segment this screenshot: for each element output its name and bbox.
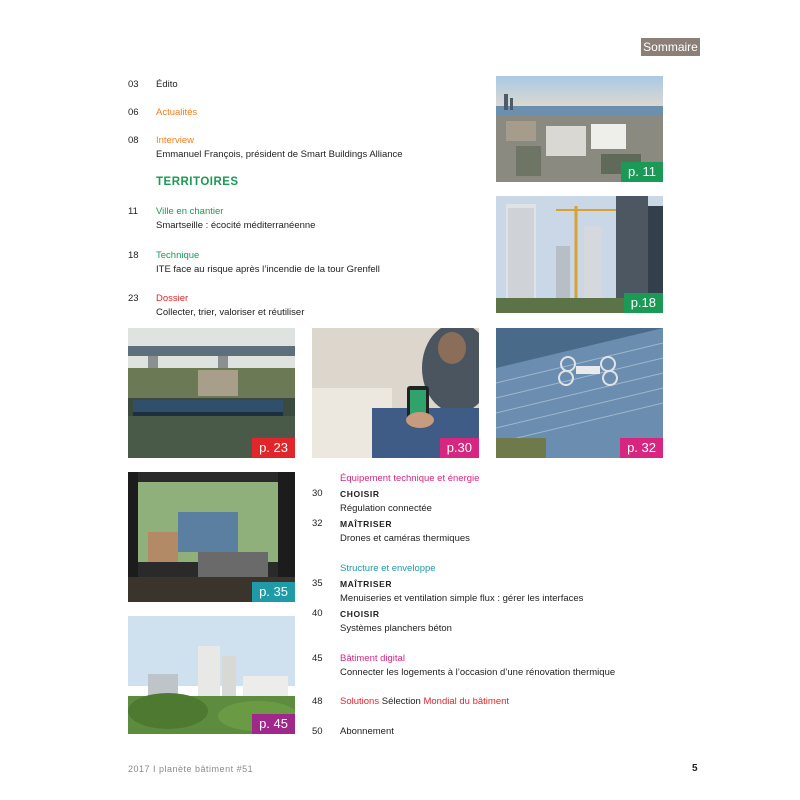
tower-crane-photo[interactable] <box>496 196 663 313</box>
entry-title: Ville en chantier <box>156 206 224 217</box>
page-label: p.18 <box>624 293 663 313</box>
entry-text: Drones et caméras thermiques <box>340 533 470 544</box>
page-number: 32 <box>312 518 323 529</box>
page-label: p. 32 <box>620 438 663 458</box>
section-title-equipement[interactable]: Équipement technique et énergie <box>340 473 480 484</box>
entry-title: Technique <box>156 250 200 261</box>
entry-title: Actualités <box>156 107 198 118</box>
page-label: p. 45 <box>252 714 295 734</box>
entry-text: Systèmes planchers béton <box>340 623 452 634</box>
page-number: 35 <box>312 578 323 589</box>
section-badge: Sommaire <box>641 38 700 56</box>
selection-label: Sélection <box>379 696 424 707</box>
section-title-structure[interactable]: Structure et enveloppe <box>340 563 436 574</box>
entry-subtitle: Collecter, trier, valoriser et réutiliser <box>156 307 305 318</box>
entry-subtitle: Emmanuel François, président de Smart Buildings Alliance <box>156 149 403 160</box>
entry-text: Menuiseries et ventilation simple flux : gérer les interfaces <box>340 593 584 604</box>
keyword: CHOISIR <box>340 609 380 619</box>
entry-subtitle: ITE face au risque après l’incendie de la tour Grenfell <box>156 264 380 275</box>
page-label: p.30 <box>440 438 479 458</box>
aerial-city-photo[interactable] <box>496 76 663 182</box>
entry-title: Dossier <box>156 293 189 304</box>
page-number: 23 <box>128 293 139 304</box>
entry-title: Édito <box>156 79 178 90</box>
page-number: 08 <box>128 135 139 146</box>
living-room-photo[interactable] <box>128 472 295 602</box>
page-number: 03 <box>128 79 139 90</box>
page-number: 18 <box>128 250 139 261</box>
page-number: 06 <box>128 107 139 118</box>
footer-publication: 2017 I planète bâtiment #51 <box>128 764 254 774</box>
page-number: 50 <box>312 726 323 737</box>
residential-buildings-photo[interactable] <box>128 616 295 734</box>
keyword: CHOISIR <box>340 489 380 499</box>
entry-text: Abonnement <box>340 726 394 737</box>
page-number: 30 <box>312 488 323 499</box>
canal-barge-photo[interactable] <box>128 328 295 458</box>
page-label: p. 23 <box>252 438 295 458</box>
entry-text: Régulation connectée <box>340 503 432 514</box>
keyword: MAÎTRISER <box>340 579 393 589</box>
entry-subtitle: Smartseille : écocité méditerranéenne <box>156 220 316 231</box>
section-title-digital: Bâtiment digital <box>340 653 405 664</box>
page-number: 11 <box>128 206 138 217</box>
mondial-label: Mondial du bâtiment <box>423 696 510 707</box>
solutions-label: Solutions <box>340 696 380 707</box>
page-label: p. 35 <box>252 582 295 602</box>
smartphone-hand-photo[interactable] <box>312 328 479 458</box>
keyword: MAÎTRISER <box>340 519 393 529</box>
page-label: p. 11 <box>621 162 663 182</box>
page-number: 40 <box>312 608 323 619</box>
page-number: 48 <box>312 696 323 707</box>
section-heading-territoires: TERRITOIRES <box>156 176 239 188</box>
entry-title: Interview <box>156 135 195 146</box>
page-number: 45 <box>312 653 323 664</box>
entry-text: Connecter les logements à l’occasion d’une rénovation thermique <box>340 667 616 678</box>
drone-roof-photo[interactable] <box>496 328 663 458</box>
footer-page-number: 5 <box>692 763 698 774</box>
